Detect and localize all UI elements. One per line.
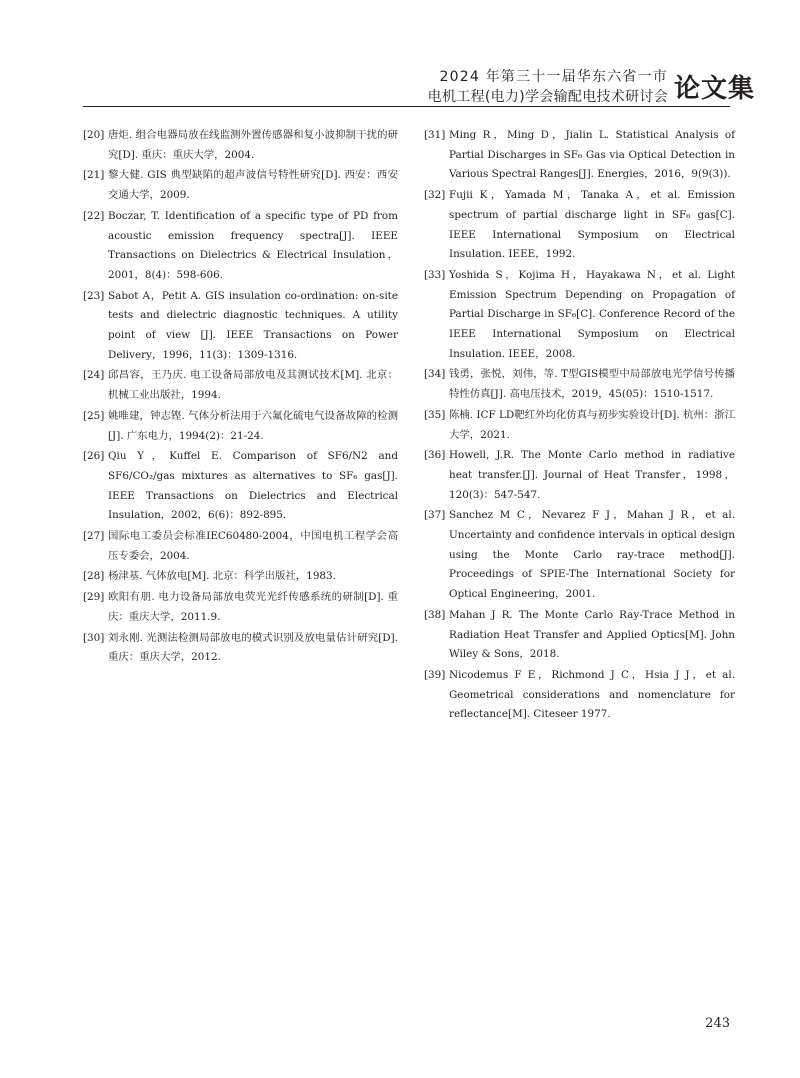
reference-item	[424, 446, 735, 505]
reference-item	[83, 447, 398, 526]
reference-text: 刘永刚. 光测法检测局部放电的模式识别及放电量估计研究[D]. 重庆：重庆大学，2012.	[108, 631, 398, 664]
reference-text: 陈楠. ICF LD靶红外均化仿真与初步实验设计[D]. 杭州：浙江大学，2021.	[449, 408, 735, 441]
reference-number: [38]	[424, 608, 446, 621]
reference-text: Sanchez M C，Nevarez F J，Mahan J R，et al. Uncertainty and confidence intervals in optical design using the Monte Carlo ray-trace method[J]. Proceedings of SPIE-The International Society for Optical Engineering，2001.	[449, 509, 735, 601]
reference-item	[83, 588, 398, 627]
reference-text: Yoshida S，Kojima H，Hayakawa N，et al. Light Emission Spectrum Depending on Propagation of Partial Discharge in SF₆[C]. Conference Record of the IEEE International Symposium on Electrical Insulation. IEEE，2008.	[449, 268, 735, 360]
proceedings-mark: 论文集	[674, 74, 756, 104]
reference-number: [28]	[83, 570, 105, 583]
reference-text: Sabot A，Petit A. GIS insulation co-ordination: on-site tests and dielectric diagnostic techniques. A utility point of view [J]. IEEE Transactions on Power Delivery，1996，11(3)：1309-1316.	[108, 289, 398, 361]
reference-text: Howell, J.R. The Monte Carlo method in radiative heat transfer.[J]. Journal of Heat Transfer，1998，120(3)：547-547.	[449, 449, 735, 501]
reference-text: 黎大健. GIS 典型缺陷的超声波信号特性研究[D]. 西安：西安交通大学，2009.	[108, 169, 398, 202]
reference-number: [22]	[83, 209, 105, 222]
page-number: 243	[705, 1016, 730, 1031]
running-header	[0, 0, 800, 112]
reference-item	[424, 266, 735, 365]
reference-item	[83, 166, 398, 205]
reference-text: 钱勇，张悦，刘伟，等. T型GIS模型中局部放电光学信号传播特性仿真[J]. 高电压技术，2019，45(05)：1510-1517.	[449, 368, 735, 401]
reference-number: [32]	[424, 189, 446, 202]
reference-item	[83, 287, 398, 366]
reference-number: [25]	[83, 409, 105, 422]
reference-item	[83, 527, 398, 566]
reference-text: 唐炬. 组合电器局放在线监测外置传感器和复小波抑制干扰的研究[D]. 重庆：重庆大学，2004.	[108, 129, 398, 161]
reference-number: [31]	[424, 129, 446, 141]
reference-number: [23]	[83, 289, 105, 302]
reference-text: Nicodemus F E，Richmond J C，Hsia J J，et al. Geometrical considerations and nomenclature for reflectance[M]. Citeseer 1977.	[449, 668, 735, 721]
reference-item	[424, 186, 735, 265]
reference-number: [21]	[83, 169, 105, 182]
reference-text: Fujii K，Yamada M，Tanaka A，et al. Emission spectrum of partial discharge light in SF₆ gas[C]. IEEE International Symposium on Electrical Insulation. IEEE，1992.	[449, 189, 735, 261]
reference-number: [35]	[424, 408, 446, 421]
reference-number: [33]	[424, 268, 446, 281]
reference-text: Qiu Y，Kuffel E. Comparison of SF6/N2 and SF6/CO₂/gas mixtures as alternatives to SF₆ gas[J]. IEEE Transactions on Dielectrics and Electrical Insulation，2002，6(6)：892-895.	[108, 450, 398, 522]
reference-text: Boczar, T. Identification of a specific type of PD from acoustic emission frequency spectra[J]. IEEE Transactions on Dielectrics & Electrical Insulation，2001，8(4)：598-606.	[108, 209, 398, 281]
reference-item	[424, 365, 735, 404]
references-right-column	[424, 126, 735, 726]
reference-number: [26]	[83, 450, 105, 463]
reference-number: [27]	[83, 530, 105, 543]
reference-item	[83, 207, 398, 286]
reference-item	[83, 366, 398, 405]
reference-number: [37]	[424, 509, 446, 522]
reference-text: 邱昌容，王乃庆. 电工设备局部放电及其测试技术[M]. 北京：机械工业出版社，1994.	[108, 369, 398, 402]
reference-number: [36]	[424, 449, 446, 462]
reference-item	[83, 407, 398, 446]
reference-item	[424, 666, 735, 725]
reference-item	[83, 126, 398, 165]
conference-title-line1: 2024 年第三十一届华东六省一市	[439, 69, 668, 85]
reference-text: Ming R，Ming D，Jialin L. Statistical Analysis of Partial Discharges in SF₆ Gas via Optical Detection in Various Spectral Ranges[J]. Energies，2016，9(9(3)).	[449, 129, 735, 181]
reference-item	[424, 506, 735, 605]
reference-item	[424, 126, 735, 185]
reference-item	[424, 406, 735, 445]
reference-number: [34]	[424, 368, 446, 381]
reference-text: Mahan J R. The Monte Carlo Ray-Trace Method in Radiation Heat Transfer and Applied Optics[M]. John Wiley & Sons，2018.	[449, 608, 735, 661]
reference-item	[83, 567, 398, 587]
reference-item	[83, 629, 398, 668]
reference-item	[424, 606, 735, 665]
reference-number: [39]	[424, 668, 446, 681]
reference-text: 杨津基. 气体放电[M]. 北京：科学出版社，1983.	[108, 570, 336, 583]
reference-number: [29]	[83, 591, 105, 604]
conference-title-line2: 电机工程(电力)学会输配电技术研讨会	[427, 89, 668, 105]
references-left-column	[83, 126, 398, 669]
reference-number: [24]	[83, 369, 105, 382]
reference-text: 欧阳有朋. 电力设备局部放电荧光光纤传感系统的研制[D]. 重庆：重庆大学，2011.9.	[108, 591, 398, 623]
header-rule	[83, 106, 730, 107]
reference-number: [20]	[83, 129, 105, 141]
reference-number: [30]	[83, 631, 105, 644]
reference-text: 姚唯建，钟志铿. 气体分析法用于六氟化硫电气设备故障的检测[J]. 广东电力，1994(2)：21-24.	[108, 409, 398, 442]
reference-text: 国际电工委员会标准IEC60480-2004，中国电机工程学会高压专委会，2004.	[108, 530, 398, 562]
